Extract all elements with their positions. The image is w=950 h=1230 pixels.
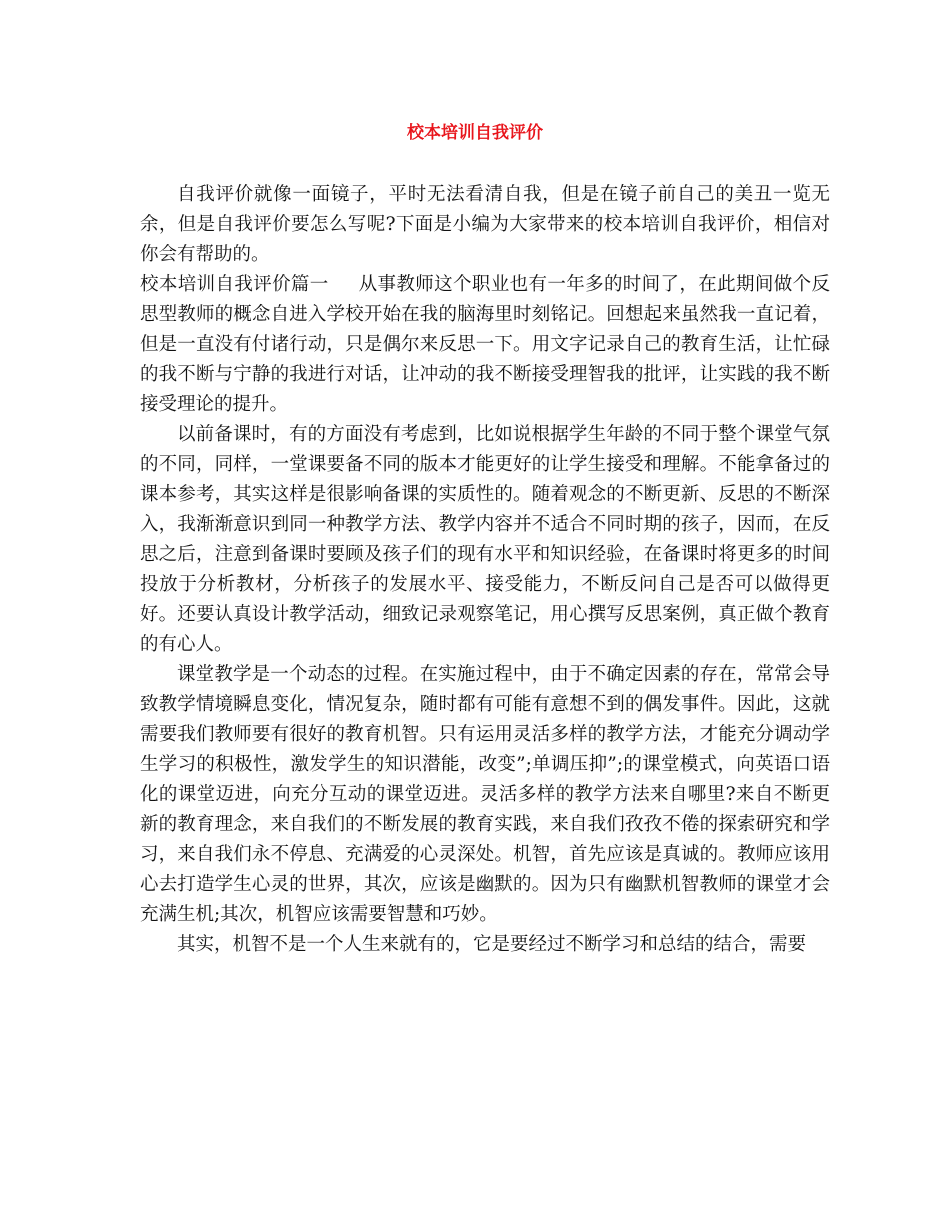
document-body [140, 180, 830, 960]
section1-heading: 校本培训自我评价篇一 [140, 274, 329, 295]
section1-paragraph-text: 从事教师这个职业也有一年多的时间了，在此期间做个反思型教师的概念自进入学校开始在我的脑海里时刻铭记。回想起来虽然我一直记着，但是一直没有付诸行动，只是偶尔来反思一下。用文字记录自己的教育生活，让忙碌的我不断与宁静的我进行对话，让冲动的我不断接受理智我的批评，让实践的我不断接受理论的提升。 [140, 274, 830, 415]
intro-paragraph: 自我评价就像一面镜子，平时无法看清自我，但是在镜子前自己的美丑一览无余，但是自我评价要怎么写呢?下面是小编为大家带来的校本培训自我评价，相信对你会有帮助的。 [140, 184, 830, 265]
paragraph-wit: 其实，机智不是一个人生来就有的，它是要经过不断学习和总结的结合，需要 [177, 934, 807, 955]
document-title: 校本培训自我评价 [407, 123, 543, 143]
section1-paragraph [140, 270, 830, 420]
paragraph-classroom-teaching: 课堂教学是一个动态的过程。在实施过程中，由于不确定因素的存在，常常会导致教学情境瞬息变化，情况复杂，随时都有可能有意想不到的偶发事件。因此，这就需要我们教师要有很好的教育机智。只有运用灵活多样的教学方法，才能充分调动学生学习的积极性，激发学生的知识潜能，改变”;单调压抑”;的课堂模式，向英语口语化的课堂迈进，向充分互动的课堂迈进。灵活多样的教学方法来自哪里?来自不断更新的教育理念，来自我们的不断发展的教育实践，来自我们孜孜不倦的探索研究和学习，来自我们永不停息、充满爱的心灵深处。机智，首先应该是真诚的。教师应该用心去打造学生心灵的世界，其次，应该是幽默的。因为只有幽默机智教师的课堂才会充满生机;其次，机智应该需要智慧和巧妙。 [140, 664, 830, 925]
paragraph-lesson-prep: 以前备课时，有的方面没有考虑到，比如说根据学生年龄的不同于整个课堂气氛的不同，同样，一堂课要备不同的版本才能更好的让学生接受和理解。不能拿备过的课本参考，其实这样是很影响备课的实质性的。随着观念的不断更新、反思的不断深入，我渐渐意识到同一种教学方法、教学内容并不适合不同时期的孩子，因而，在反思之后，注意到备课时要顾及孩子们的现有水平和知识经验，在备课时将更多的时间投放于分析教材，分析孩子的发展水平、接受能力，不断反问自己是否可以做得更好。还要认真设计教学活动，细致记录观察笔记，用心撰写反思案例，真正做个教育的有心人。 [140, 424, 830, 655]
